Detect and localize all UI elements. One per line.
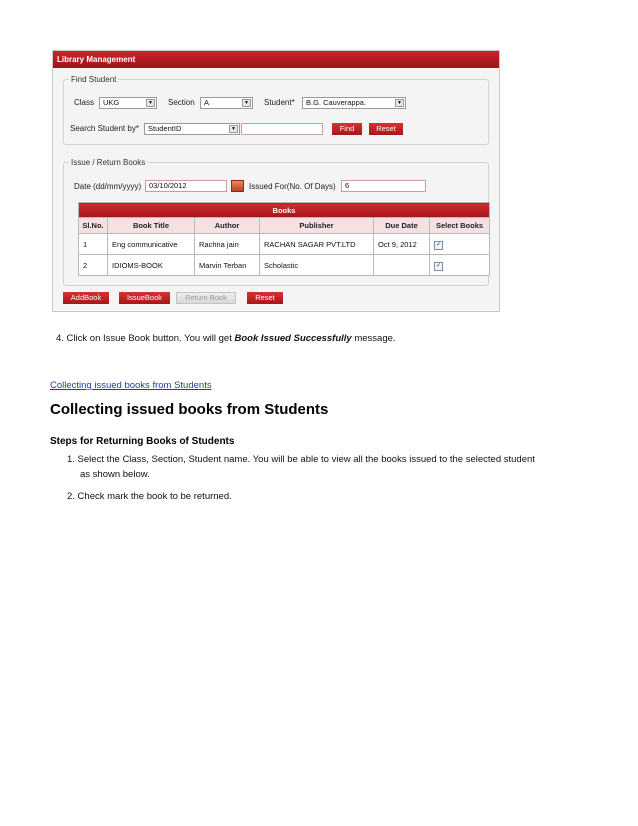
- section-label: Section: [168, 98, 195, 107]
- col-header-due-date: Due Date: [374, 218, 430, 234]
- student-select[interactable]: B.G. Cauverappa. ▼: [302, 97, 406, 109]
- find-button[interactable]: Find: [332, 123, 362, 135]
- cell-slno: 2: [79, 255, 108, 276]
- step-4-emphasis: Book Issued Successfully: [234, 333, 352, 344]
- cell-slno: 1: [79, 234, 108, 255]
- cell-publisher: Scholastic: [260, 255, 374, 276]
- chevron-down-icon: ▼: [242, 99, 251, 107]
- calendar-icon[interactable]: [231, 180, 244, 192]
- section-heading: Collecting issued books from Students: [50, 401, 329, 418]
- section-select[interactable]: A ▼: [200, 97, 253, 109]
- step-1-line-2: as shown below.: [80, 469, 150, 480]
- issue-book-button[interactable]: IssueBook: [119, 292, 170, 304]
- days-label: Issued For(No. Of Days): [249, 182, 336, 191]
- chevron-down-icon: ▼: [395, 99, 404, 107]
- search-by-select[interactable]: StudentID ▼: [144, 123, 240, 135]
- class-select[interactable]: UKG ▼: [99, 97, 157, 109]
- library-management-screenshot: [52, 50, 500, 312]
- cell-author: Marvin Terban: [195, 255, 260, 276]
- select-book-checkbox[interactable]: ✓: [435, 262, 442, 269]
- col-header-slno: Sl.No.: [79, 218, 108, 234]
- cell-publisher: RACHAN SAGAR PVT.LTD: [260, 234, 374, 255]
- cell-author: Rachna jain: [195, 234, 260, 255]
- cell-title: IDIOMS-BOOK: [108, 255, 195, 276]
- days-input[interactable]: 6: [341, 180, 426, 192]
- student-label: Student*: [264, 98, 295, 107]
- reset-button[interactable]: Reset: [247, 292, 283, 304]
- class-label: Class: [74, 98, 95, 107]
- step-2-text: 2. Check mark the book to be returned.: [67, 491, 232, 502]
- step-4-text: 4. Click on Issue Book button. You will get Book Issued Successfully message.: [56, 333, 396, 344]
- collecting-books-link[interactable]: Collecting issued books from Students: [50, 380, 212, 391]
- col-header-publisher: Publisher: [260, 218, 374, 234]
- books-table: [78, 202, 490, 276]
- section-subheading: Steps for Returning Books of Students: [50, 436, 235, 447]
- table-row: [79, 255, 490, 276]
- cell-select: [430, 234, 490, 255]
- search-input[interactable]: [241, 123, 323, 135]
- select-book-checkbox[interactable]: ✓: [435, 241, 442, 248]
- date-input[interactable]: 03/10/2012: [145, 180, 227, 192]
- chevron-down-icon: ▼: [229, 125, 238, 133]
- cell-due-date: [374, 255, 430, 276]
- cell-select: [430, 255, 490, 276]
- date-label: Date (dd/mm/yyyy): [74, 182, 142, 191]
- books-table-caption: Books: [79, 203, 490, 218]
- return-book-button[interactable]: Return Book: [176, 292, 236, 304]
- find-reset-button[interactable]: Reset: [369, 123, 403, 135]
- table-row: [79, 234, 490, 255]
- cell-due-date: Oct 9, 2012: [374, 234, 430, 255]
- step-1-line-1: 1. Select the Class, Section, Student name. You will be able to view all the books issued to the selected student: [67, 454, 535, 465]
- add-book-button[interactable]: AddBook: [63, 292, 109, 304]
- col-header-select: Select Books: [430, 218, 490, 234]
- search-by-label: Search Student by*: [70, 124, 139, 133]
- col-header-title: Book Title: [108, 218, 195, 234]
- issue-return-legend: Issue / Return Books: [71, 158, 146, 167]
- panel-title: Library Management: [53, 51, 499, 68]
- cell-title: Eng communicative: [108, 234, 195, 255]
- col-header-author: Author: [195, 218, 260, 234]
- find-student-legend: Find Student: [71, 75, 117, 84]
- chevron-down-icon: ▼: [146, 99, 155, 107]
